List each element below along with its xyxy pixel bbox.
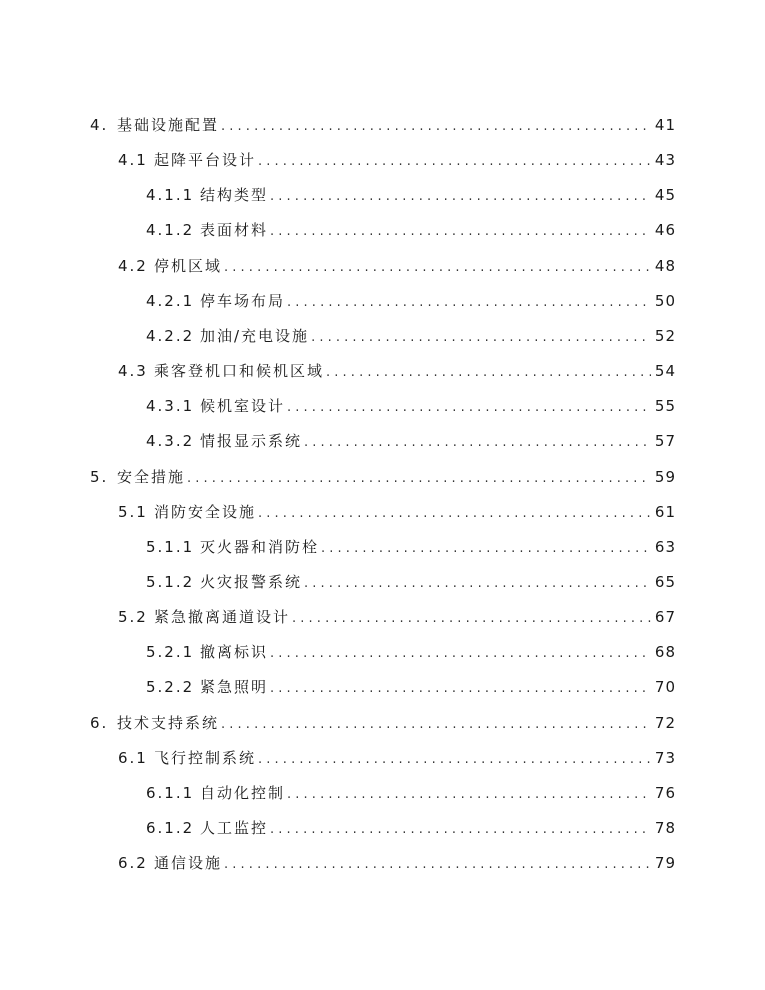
toc-entry[interactable]	[146, 781, 676, 805]
toc-entry-page-number: 57	[654, 432, 676, 450]
dot-leader	[270, 642, 651, 666]
toc-entry-number: 5.2	[118, 608, 148, 626]
toc-entry-title: 通信设施	[154, 854, 223, 872]
dot-leader	[258, 150, 651, 174]
toc-entry-page-number: 63	[654, 538, 676, 556]
toc-entry-page-number: 61	[654, 503, 676, 521]
toc-entry-number: 6.1	[118, 749, 148, 767]
toc-entry-page-number: 41	[654, 116, 676, 134]
toc-entry-page-number: 52	[654, 327, 676, 345]
toc-entry-title: 灭火器和消防栓	[200, 538, 320, 556]
dot-leader	[287, 291, 651, 315]
toc-entry[interactable]	[118, 605, 676, 629]
dot-leader	[270, 220, 651, 244]
toc-entry-page-number: 43	[654, 151, 676, 169]
dot-leader	[224, 853, 651, 877]
toc-entry-title: 停机区域	[154, 257, 223, 275]
toc-entry-title: 消防安全设施	[154, 503, 257, 521]
toc-entry[interactable]	[90, 465, 676, 489]
toc-entry-title: 技术支持系统	[117, 714, 220, 732]
toc-entry-title: 乘客登机口和候机区域	[154, 362, 325, 380]
toc-entry-page-number: 54	[654, 362, 676, 380]
toc-entry-number: 5.1.2	[146, 573, 195, 591]
toc-entry[interactable]	[146, 183, 676, 207]
dot-leader	[304, 431, 651, 455]
toc-entry-title: 火灾报警系统	[200, 573, 303, 591]
toc-entry-title: 起降平台设计	[154, 151, 257, 169]
dot-leader	[258, 748, 651, 772]
dot-leader	[270, 185, 651, 209]
toc-entry-title: 飞行控制系统	[154, 749, 257, 767]
toc-entry-page-number: 50	[654, 292, 676, 310]
toc-entry-number: 4.3.2	[146, 432, 195, 450]
toc-entry-page-number: 79	[654, 854, 676, 872]
toc-entry-page-number: 76	[654, 784, 676, 802]
toc-entry[interactable]	[146, 289, 676, 313]
dot-leader	[221, 713, 651, 737]
dot-leader	[311, 326, 651, 350]
toc-entry-title: 加油/充电设施	[200, 327, 310, 345]
toc-entry-number: 5.1.1	[146, 538, 195, 556]
toc-entry-number: 5.2.2	[146, 678, 195, 696]
toc-entry-number: 4.2.1	[146, 292, 195, 310]
dot-leader	[270, 818, 651, 842]
toc-entry-number: 4.3	[118, 362, 148, 380]
dot-leader	[287, 396, 651, 420]
toc-entry[interactable]	[118, 746, 676, 770]
toc-entry-title: 自动化控制	[200, 784, 286, 802]
toc-entry-page-number: 45	[654, 186, 676, 204]
toc-entry-page-number: 72	[654, 714, 676, 732]
toc-entry[interactable]	[118, 851, 676, 875]
dot-leader	[258, 502, 651, 526]
toc-entry-page-number: 78	[654, 819, 676, 837]
toc-entry-number: 5.	[90, 468, 109, 486]
toc-entry-page-number: 46	[654, 221, 676, 239]
toc-entry-page-number: 68	[654, 643, 676, 661]
toc-entry[interactable]	[118, 148, 676, 172]
toc-entry-page-number: 59	[654, 468, 676, 486]
dot-leader	[326, 361, 651, 385]
toc-entry-title: 候机室设计	[200, 397, 286, 415]
toc-entry[interactable]	[90, 113, 676, 137]
toc-entry-number: 4.1	[118, 151, 148, 169]
dot-leader	[187, 467, 651, 491]
toc-entry-number: 6.	[90, 714, 109, 732]
toc-entry-number: 5.1	[118, 503, 148, 521]
dot-leader	[304, 572, 651, 596]
toc-entry-title: 结构类型	[200, 186, 269, 204]
toc-entry-page-number: 73	[654, 749, 676, 767]
toc-entry[interactable]	[146, 640, 676, 664]
dot-leader	[292, 607, 651, 631]
toc-entry-title: 表面材料	[200, 221, 269, 239]
toc-entry[interactable]	[118, 254, 676, 278]
toc-entry-number: 4.	[90, 116, 109, 134]
toc-entry-number: 4.2	[118, 257, 148, 275]
toc-entry-title: 情报显示系统	[200, 432, 303, 450]
toc-entry[interactable]	[146, 394, 676, 418]
toc-entry-number: 4.1.1	[146, 186, 195, 204]
toc-entry-title: 撤离标识	[200, 643, 269, 661]
dot-leader	[321, 537, 651, 561]
dot-leader	[224, 256, 651, 280]
toc-entry-number: 6.2	[118, 854, 148, 872]
toc-entry-title: 安全措施	[117, 468, 186, 486]
toc-entry[interactable]	[118, 359, 676, 383]
toc-entry[interactable]	[146, 675, 676, 699]
toc-entry[interactable]	[146, 429, 676, 453]
toc-entry-page-number: 48	[654, 257, 676, 275]
toc-entry-title: 基础设施配置	[117, 116, 220, 134]
toc-entry-title: 人工监控	[200, 819, 269, 837]
toc-entry[interactable]	[146, 535, 676, 559]
toc-entry-page-number: 65	[654, 573, 676, 591]
toc-entry-number: 5.2.1	[146, 643, 195, 661]
toc-entry-number: 6.1.1	[146, 784, 195, 802]
toc-entry-title: 紧急撤离通道设计	[154, 608, 291, 626]
toc-entry[interactable]	[146, 324, 676, 348]
toc-entry[interactable]	[118, 500, 676, 524]
toc-entry[interactable]	[90, 711, 676, 735]
toc-entry-page-number: 70	[654, 678, 676, 696]
toc-entry[interactable]	[146, 570, 676, 594]
dot-leader	[287, 783, 651, 807]
toc-entry-number: 4.2.2	[146, 327, 195, 345]
toc-entry-number: 4.1.2	[146, 221, 195, 239]
toc-entry[interactable]	[146, 816, 676, 840]
toc-entry-page-number: 67	[654, 608, 676, 626]
dot-leader	[270, 677, 651, 701]
toc-entry-title: 停车场布局	[200, 292, 286, 310]
toc-entry-number: 4.3.1	[146, 397, 195, 415]
toc-entry-title: 紧急照明	[200, 678, 269, 696]
dot-leader	[221, 115, 651, 139]
toc-entry-number: 6.1.2	[146, 819, 195, 837]
toc-entry-page-number: 55	[654, 397, 676, 415]
toc-entry[interactable]	[146, 218, 676, 242]
